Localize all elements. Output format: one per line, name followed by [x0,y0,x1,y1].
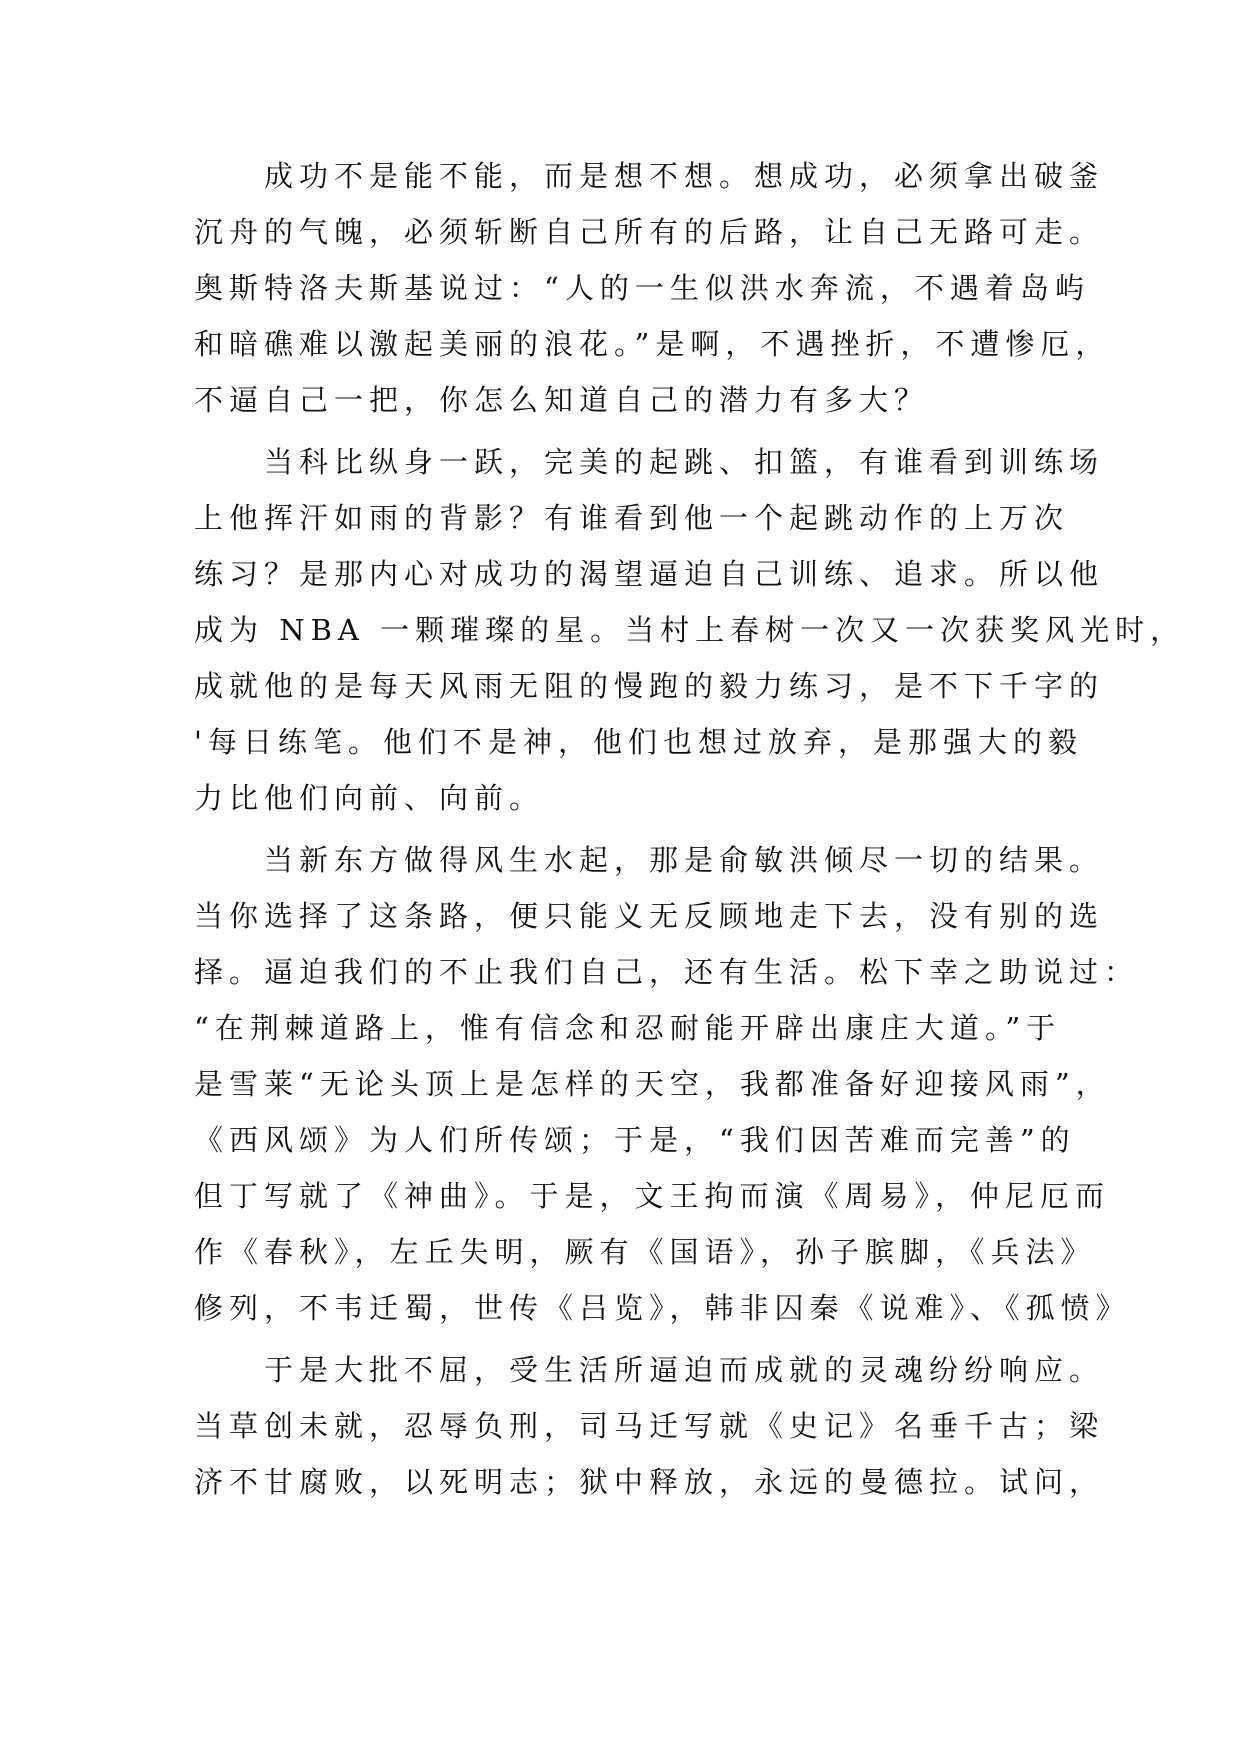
paragraph-4 [194,1342,1105,1510]
text-line: 作《春秋》，左丘失明，厥有《国语》，孙子膑脚，《兵法》 [194,1235,1096,1269]
text-line: 沉舟的气魄，必须斩断自己所有的后路，让自己无路可走。 [194,215,1105,249]
text-line: 当科比纵身一跃，完美的起跳、扣篮，有谁看到训练场 [194,445,1105,479]
text-line: 上他挥汗如雨的背影？有谁看到他一个起跳动作的上万次 [194,501,1070,535]
text-line: 《西风颂》为人们所传颂；于是，“我们因苦难而完善”的 [194,1123,1076,1157]
text-line: 济不甘腐败，以死明志；狱中释放，永远的曼德拉。试问， [194,1465,1105,1499]
text-line: 当新东方做得风生水起，那是俞敏洪倾尽一切的结果。 [194,843,1105,877]
text-line: 于是大批不屈，受生活所逼迫而成就的灵魂纷纷响应。 [194,1353,1105,1387]
text-line: 当你选择了这条路，便只能义无反顾地走下去，没有别的选 [194,899,1105,933]
text-line: 修列，不韦迁蜀，世传《吕览》，韩非囚秦《说难》、《孤愤》 [194,1291,1131,1325]
paragraph-2 [194,434,1186,826]
text-line: 当草创未就，忍辱负刑，司马迁写就《史记》名垂千古；梁 [194,1409,1105,1443]
text-line: “在荆棘道路上，惟有信念和忍耐能开辟出康庄大道。”于 [194,1011,1062,1045]
text-line: 成功不是能不能，而是想不想。想成功，必须拿出破釜 [194,159,1105,193]
text-line: 练习？是那内心对成功的渴望逼迫自己训练、追求。所以他 [194,557,1105,591]
text-line: 择。逼迫我们的不止我们自己，还有生活。松下幸之助说过： [194,955,1140,989]
text-line: 力比他们向前、向前。 [194,781,545,815]
text-line: 是雪莱“无论头顶上是怎样的天空，我都准备好迎接风雨”， [194,1067,1111,1101]
paragraph-3 [194,832,1140,1336]
text-line: 奥斯特洛夫斯基说过：“人的一生似洪水奔流，不遇着岛屿 [194,271,1090,305]
text-line: 和暗礁难以激起美丽的浪花。”是啊，不遇挫折，不遭惨厄， [194,327,1111,361]
text-line: 成为 NBA 一颗璀璨的星。当村上春树一次又一次获奖风光时， [194,613,1186,647]
text-line: '每日练笔。他们不是神，他们也想过放弃，是那强大的毅 [194,725,1083,759]
text-line: 但丁写就了《神曲》。于是，文王拘而演《周易》，仲尼厄而 [194,1179,1111,1213]
paragraph-1 [194,148,1111,428]
document-body [194,148,1186,1510]
text-line: 成就他的是每天风雨无阻的慢跑的毅力练习，是不下千字的 [194,669,1105,703]
text-line: 不逼自己一把，你怎么知道自己的潜力有多大？ [194,383,930,417]
